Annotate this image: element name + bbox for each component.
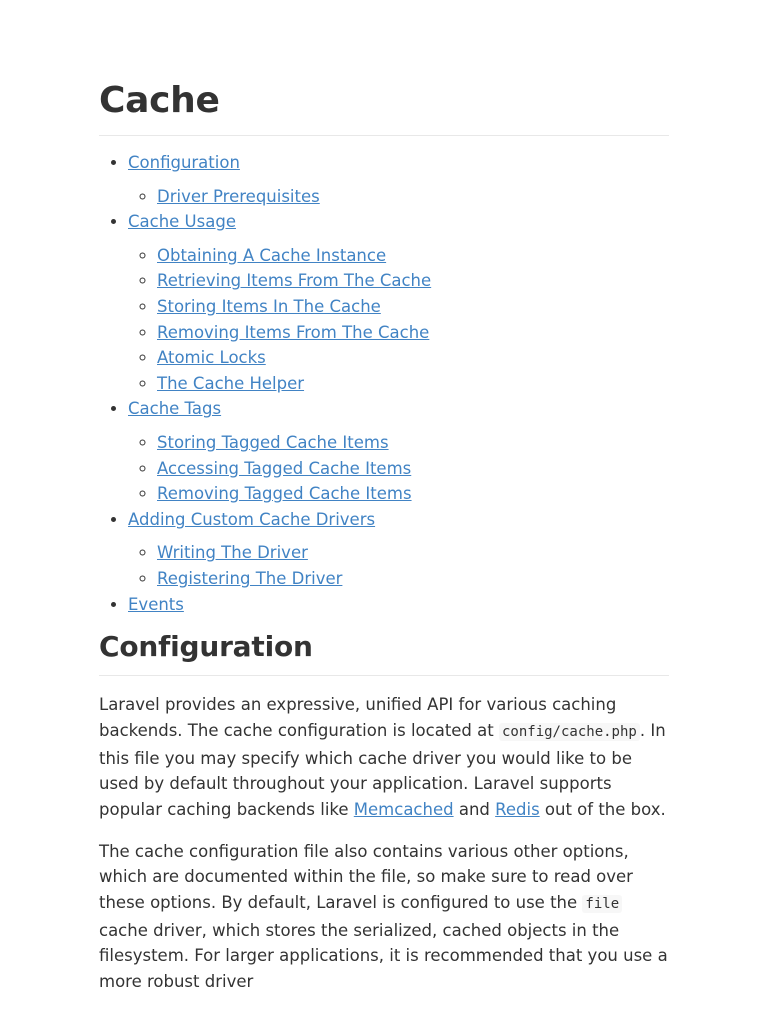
inline-code: config/cache.php — [499, 723, 640, 741]
redis-link[interactable]: Redis — [495, 799, 540, 819]
toc-link-accessing-tagged-items[interactable]: Accessing Tagged Cache Items — [157, 458, 412, 478]
memcached-link[interactable]: Memcached — [353, 799, 454, 819]
toc-link-removing-items[interactable]: Removing Items From The Cache — [157, 322, 430, 342]
paragraph-text: . In this file you may specify which cache driver you would like to be used by default throughout your application. Laravel supports popular caching backends like — [99, 720, 666, 819]
paragraph-text: cache driver, which stores the serialized, cached objects in the filesystem. For larger applications, it is recommended that you use a more robust driver — [99, 920, 668, 992]
toc-item-custom-drivers — [128, 507, 669, 592]
toc-sublist-cache-usage — [128, 243, 669, 397]
toc-link-custom-drivers[interactable]: Adding Custom Cache Drivers — [128, 509, 376, 529]
toc-subitem — [157, 371, 669, 397]
paragraph-text: out of the box. — [539, 799, 666, 819]
toc-subitem — [157, 294, 669, 320]
toc-subitem — [157, 243, 669, 269]
toc-link-retrieving-items[interactable]: Retrieving Items From The Cache — [157, 271, 432, 291]
toc-subitem — [157, 566, 669, 592]
paragraph — [99, 692, 669, 823]
toc-link-storing-items[interactable]: Storing Items In The Cache — [157, 296, 381, 316]
toc-sublist-custom-drivers — [128, 540, 669, 591]
toc-link-removing-tagged-items[interactable]: Removing Tagged Cache Items — [157, 484, 412, 504]
toc-link-configuration[interactable]: Configuration — [128, 153, 240, 172]
paragraph-text: and — [453, 799, 496, 819]
paragraph-text: The cache configuration file also contains various other options, which are documented within the file, so make sure to read over these options. By default, Laravel is configured to use the — [99, 841, 633, 913]
toc-link-storing-tagged-items[interactable]: Storing Tagged Cache Items — [157, 432, 389, 452]
toc-sublist-cache-tags — [128, 430, 669, 507]
toc-link-driver-prerequisites[interactable]: Driver Prerequisites — [157, 186, 320, 206]
toc-link-writing-driver[interactable]: Writing The Driver — [157, 543, 308, 563]
toc-subitem — [157, 481, 669, 507]
toc-subitem — [157, 184, 669, 210]
table-of-contents — [99, 150, 669, 617]
page-title: Cache — [99, 78, 669, 136]
toc-item-cache-tags — [128, 396, 669, 506]
toc-item-events — [128, 592, 669, 618]
toc-link-cache-usage[interactable]: Cache Usage — [128, 212, 236, 232]
toc-subitem — [157, 430, 669, 456]
toc-item-configuration — [128, 150, 669, 209]
section-heading-configuration: Configuration — [99, 629, 669, 676]
toc-link-cache-helper[interactable]: The Cache Helper — [157, 373, 305, 393]
toc-subitem — [157, 320, 669, 346]
toc-link-obtaining-cache-instance[interactable]: Obtaining A Cache Instance — [157, 245, 387, 265]
toc-subitem — [157, 268, 669, 294]
toc-link-cache-tags[interactable]: Cache Tags — [128, 399, 222, 419]
toc-subitem — [157, 345, 669, 371]
inline-code: file — [582, 895, 622, 913]
toc-item-cache-usage — [128, 209, 669, 396]
toc-subitem — [157, 456, 669, 482]
toc-subitem — [157, 540, 669, 566]
toc-link-registering-driver[interactable]: Registering The Driver — [157, 568, 343, 588]
document-page — [99, 0, 669, 995]
toc-link-atomic-locks[interactable]: Atomic Locks — [157, 348, 266, 368]
paragraph — [99, 839, 669, 995]
toc-sublist-configuration — [128, 184, 669, 210]
paragraph-text: Laravel provides an expressive, unified API for various caching backends. The cache configuration is located at — [99, 695, 617, 740]
toc-link-events[interactable]: Events — [128, 594, 184, 614]
